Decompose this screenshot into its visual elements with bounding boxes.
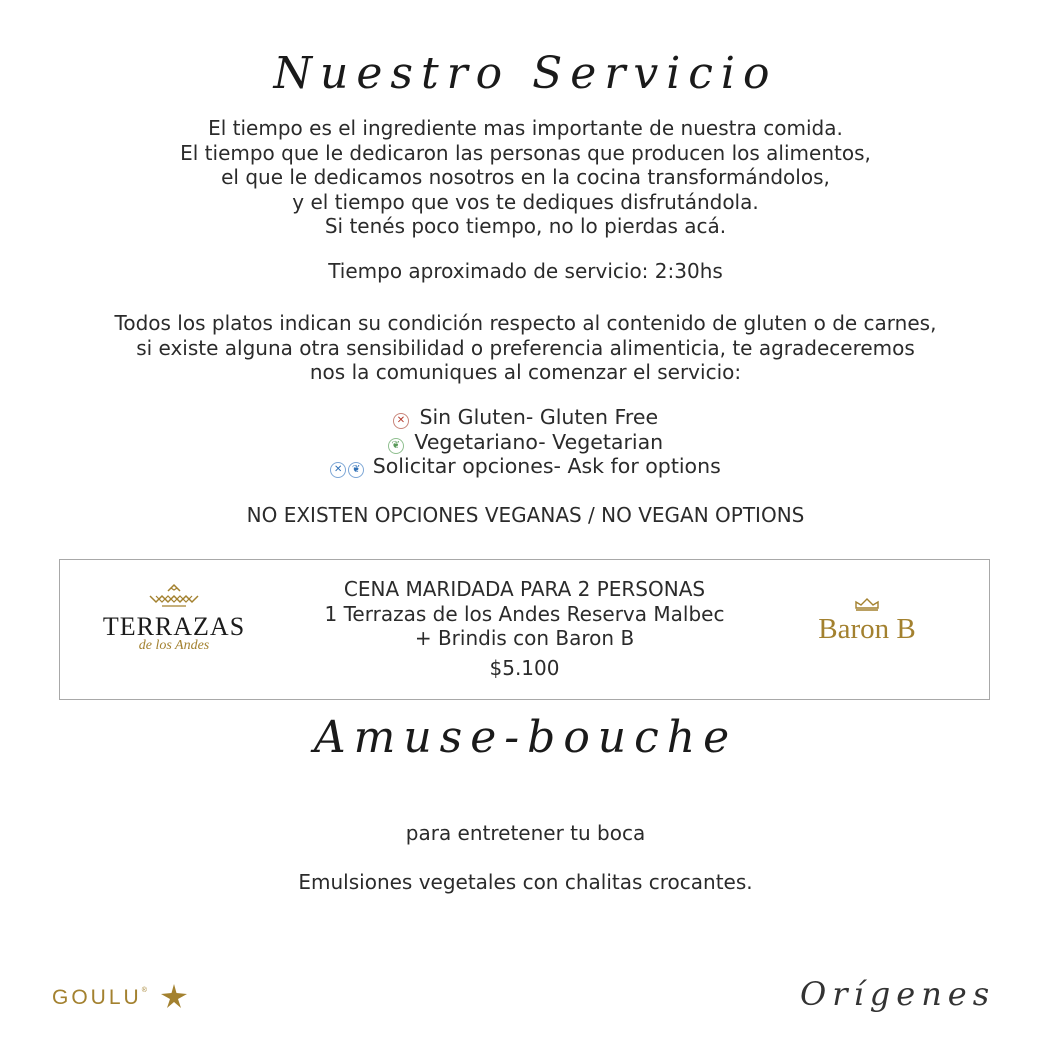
legend-options-label: Solicitar opciones- Ask for options bbox=[372, 454, 721, 478]
baron-b-logo bbox=[807, 596, 927, 646]
legend-options bbox=[0, 454, 1051, 479]
amuse-dish: Emulsiones vegetales con chalitas crocantes. bbox=[298, 870, 753, 894]
amuse-subtitle: para entretener tu boca bbox=[405, 821, 646, 845]
promo-title: CENA MARIDADA PARA 2 PERSONAS bbox=[343, 577, 706, 601]
legend-vegetarian bbox=[0, 430, 1051, 455]
service-time: Tiempo aproximado de servicio: 2:30hs bbox=[328, 259, 723, 283]
intro-line: El tiempo es el ingrediente mas importante de nuestra comida. bbox=[208, 116, 843, 140]
origenes-signature: Orígenes bbox=[800, 975, 996, 1013]
intro-line: El tiempo que le dedicaron las personas que producen los alimentos, bbox=[180, 140, 871, 165]
no-vegan-notice: NO EXISTEN OPCIONES VEGANAS / NO VEGAN OPTIONS bbox=[246, 503, 805, 527]
pairing-promo-box bbox=[59, 559, 990, 700]
diet-legend bbox=[0, 405, 1051, 479]
intro-text bbox=[0, 116, 1051, 239]
gluten-free-icon: ✕ bbox=[393, 413, 409, 429]
diet-note-line: si existe alguna otra sensibilidad o preferencia alimenticia, te agradeceremos bbox=[136, 335, 915, 360]
legend-vegetarian-label: Vegetariano- Vegetarian bbox=[414, 429, 664, 454]
star-icon bbox=[160, 983, 188, 1009]
terrazas-wordmark: TERRAZAS bbox=[102, 612, 246, 641]
intro-line: Si tenés poco tiempo, no lo pierdas acá. bbox=[324, 214, 727, 238]
section-title-amuse-bouche: Amuse-bouche bbox=[313, 712, 738, 763]
intro-line: y el tiempo que vos te dediques disfrutándola. bbox=[292, 189, 759, 214]
section-title-nuestro-servicio: Nuestro Servicio bbox=[273, 48, 778, 99]
legend-gluten-free-label: Sin Gluten- Gluten Free bbox=[419, 405, 659, 429]
promo-price: $5.100 bbox=[489, 655, 560, 680]
ask-options-gluten-icon: ✕ bbox=[330, 462, 346, 478]
diet-note-line: Todos los platos indican su condición respecto al contenido de gluten o de carnes, bbox=[114, 311, 937, 335]
intro-line: el que le dedicamos nosotros en la cocina transformándolos, bbox=[221, 165, 830, 189]
promo-toast: + Brindis con Baron B bbox=[414, 626, 635, 650]
crown-icon bbox=[853, 597, 881, 611]
terrazas-subtitle: de los Andes bbox=[138, 638, 210, 653]
ask-options-veg-icon: ❦ bbox=[348, 462, 364, 478]
legend-gluten-free bbox=[0, 405, 1051, 430]
vegetarian-icon: ❦ bbox=[388, 438, 404, 454]
diet-note bbox=[0, 311, 1051, 385]
promo-wine: 1 Terrazas de los Andes Reserva Malbec bbox=[324, 601, 725, 626]
goulu-logo bbox=[52, 983, 188, 1010]
baron-b-wordmark: Baron B bbox=[818, 613, 916, 645]
diet-note-line: nos la comuniques al comenzar el servicio: bbox=[309, 360, 742, 384]
goulu-wordmark: GOULU bbox=[52, 986, 142, 1009]
goulu-registered-mark: ® bbox=[141, 987, 147, 994]
